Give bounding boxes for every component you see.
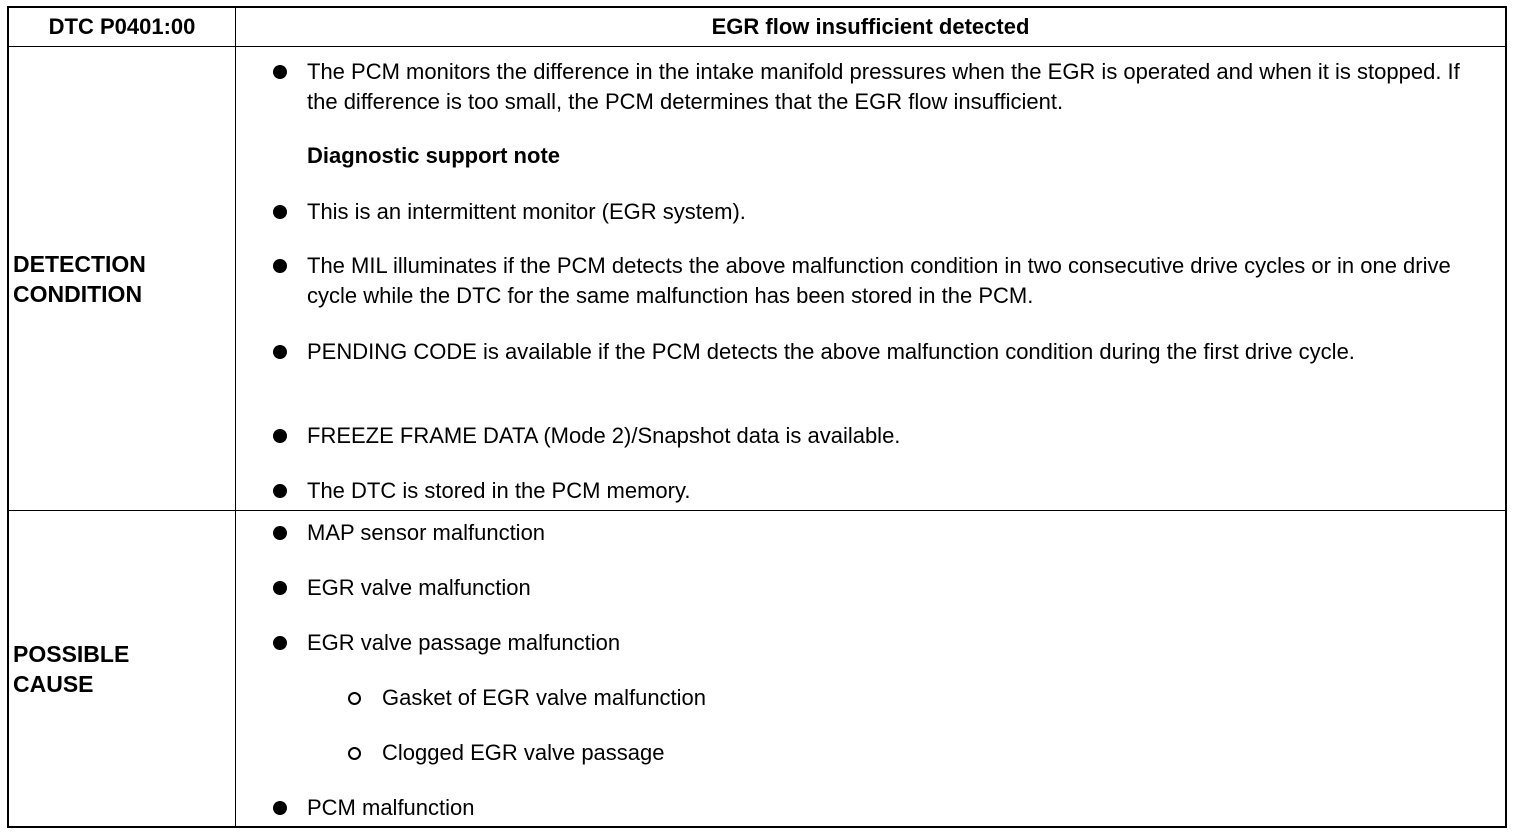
possible-cause-label (13, 511, 231, 826)
bullet-icon (273, 65, 287, 79)
cause-label-line1: POSSIBLE (13, 640, 130, 667)
detection-item-text: The MIL illuminates if the PCM detects the above malfunction condition in two consecutive drive cycles or in one drive cycle while the DTC for the same malfunction has been stored in the PCM. (307, 253, 1451, 308)
diagnostic-support-note-heading: Diagnostic support note (307, 143, 560, 168)
bullet-icon (273, 429, 287, 443)
bullet-icon (273, 526, 287, 540)
cause-item-text: EGR valve passage malfunction (307, 630, 621, 655)
row-divider-cause (9, 510, 1505, 511)
detection-item-6 (307, 476, 1467, 506)
bullet-icon (273, 581, 287, 595)
detection-label-line1: DETECTION (13, 250, 146, 277)
detection-condition-label (13, 47, 231, 510)
cause-item-text: MAP sensor malfunction (307, 520, 546, 545)
detection-item-text: FREEZE FRAME DATA (Mode 2)/Snapshot data is available. (307, 423, 901, 448)
cause-item-4 (307, 793, 1467, 823)
cause-subitem-2 (382, 738, 1462, 768)
dtc-code-cell: DTC P0401:00 (48, 14, 196, 39)
detection-item-3 (307, 251, 1467, 311)
cause-subitem-text: Gasket of EGR valve malfunction (382, 685, 707, 710)
bullet-icon (273, 484, 287, 498)
detection-label-line2: CONDITION (13, 280, 143, 307)
detection-item-text: PENDING CODE is available if the PCM detects the above malfunction condition during the first drive cycle. (307, 339, 1355, 364)
bullet-icon (273, 345, 287, 359)
cause-subitem-1 (382, 683, 1462, 713)
detection-item-2 (307, 197, 1467, 227)
detection-item-text: The PCM monitors the difference in the intake manifold pressures when the EGR is operated and when it is stopped. If the difference is too small, the PCM determines that the EGR flow insufficient. (307, 59, 1460, 114)
dtc-title-cell: EGR flow insufficient detected (711, 14, 1030, 39)
cause-item-3 (307, 628, 1467, 658)
open-circle-bullet-icon (348, 747, 361, 760)
bullet-icon (273, 259, 287, 273)
bullet-icon (273, 636, 287, 650)
detection-item-4 (307, 337, 1467, 367)
row-divider-header (9, 46, 1505, 47)
cause-item-2 (307, 573, 1467, 603)
bullet-icon (273, 205, 287, 219)
column-divider (235, 8, 236, 826)
detection-item-1 (307, 57, 1467, 117)
bullet-icon (273, 801, 287, 815)
cause-item-text: EGR valve malfunction (307, 575, 531, 600)
cause-item-text: PCM malfunction (307, 795, 475, 820)
cause-subitem-text: Clogged EGR valve passage (382, 740, 665, 765)
cause-label-line2: CAUSE (13, 670, 94, 697)
cause-item-1 (307, 518, 1467, 548)
detection-item-5 (307, 421, 1467, 451)
detection-item-text: The DTC is stored in the PCM memory. (307, 478, 691, 503)
detection-item-text: This is an intermittent monitor (EGR system). (307, 199, 746, 224)
open-circle-bullet-icon (348, 692, 361, 705)
